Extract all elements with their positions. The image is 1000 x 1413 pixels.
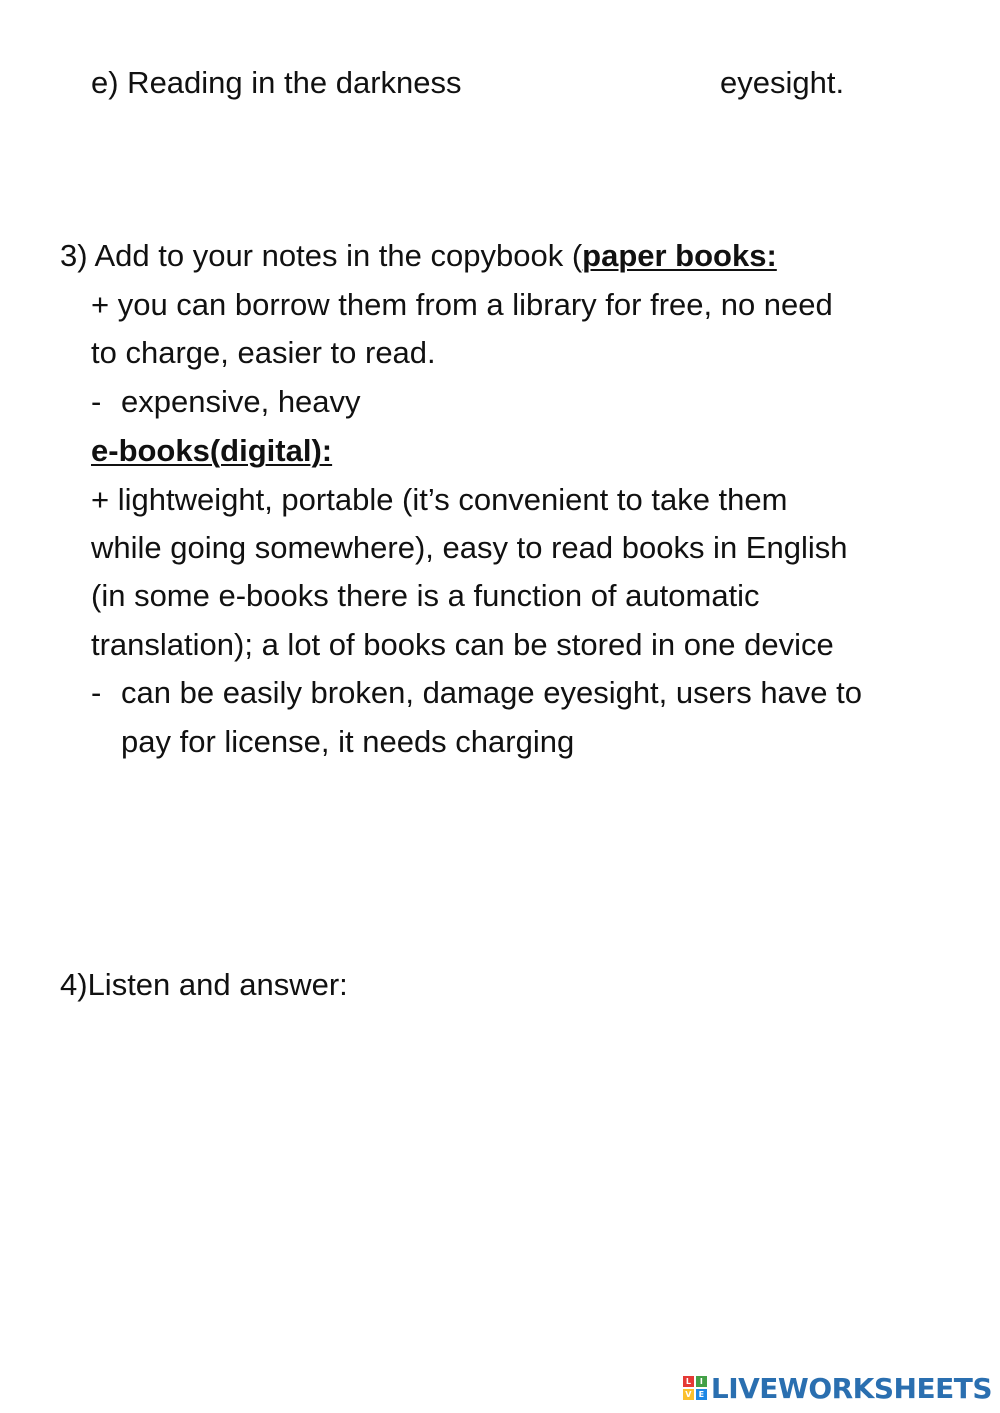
logo-mark-letter: E	[696, 1389, 707, 1400]
task3-intro-line	[60, 236, 777, 276]
ebooks-plus-line-2: while going somewhere), easy to read books in English	[91, 530, 848, 565]
logo-mark-letter: I	[696, 1376, 707, 1387]
paper-minus-marker: -	[91, 384, 102, 419]
paper-books-heading: paper books:	[582, 238, 777, 273]
ebooks-heading: e-books(digital):	[91, 433, 333, 468]
ebooks-minus-line-1: can be easily broken, damage eyesight, users have to	[121, 675, 863, 710]
task4-text: 4)Listen and answer:	[60, 967, 348, 1002]
item-e-left: e) Reading in the darkness	[91, 65, 462, 100]
liveworksheets-logo-text: LIVEWORKSHEETS	[710, 1371, 992, 1405]
paper-minus-text: expensive, heavy	[121, 384, 361, 419]
paper-plus-line-1: + you can borrow them from a library for free, no need	[91, 287, 833, 322]
task3-intro: 3) Add to your notes in the copybook (	[60, 238, 583, 273]
item-e-right: eyesight.	[720, 65, 845, 100]
paper-plus-line-2: to charge, easier to read.	[91, 335, 436, 370]
ebooks-plus-line-1: + lightweight, portable (it’s convenient to take them	[91, 482, 788, 517]
liveworksheets-logo	[683, 1369, 992, 1407]
ebooks-minus-line-2: pay for license, it needs charging	[121, 724, 575, 759]
ebooks-minus-marker: -	[91, 675, 102, 710]
logo-mark-letter: V	[683, 1389, 694, 1400]
liveworksheets-logo-icon	[683, 1376, 707, 1400]
ebooks-plus-line-3: (in some e-books there is a function of automatic	[91, 578, 760, 613]
logo-mark-letter: L	[683, 1376, 694, 1387]
ebooks-plus-line-4: translation); a lot of books can be stored in one device	[91, 627, 834, 662]
